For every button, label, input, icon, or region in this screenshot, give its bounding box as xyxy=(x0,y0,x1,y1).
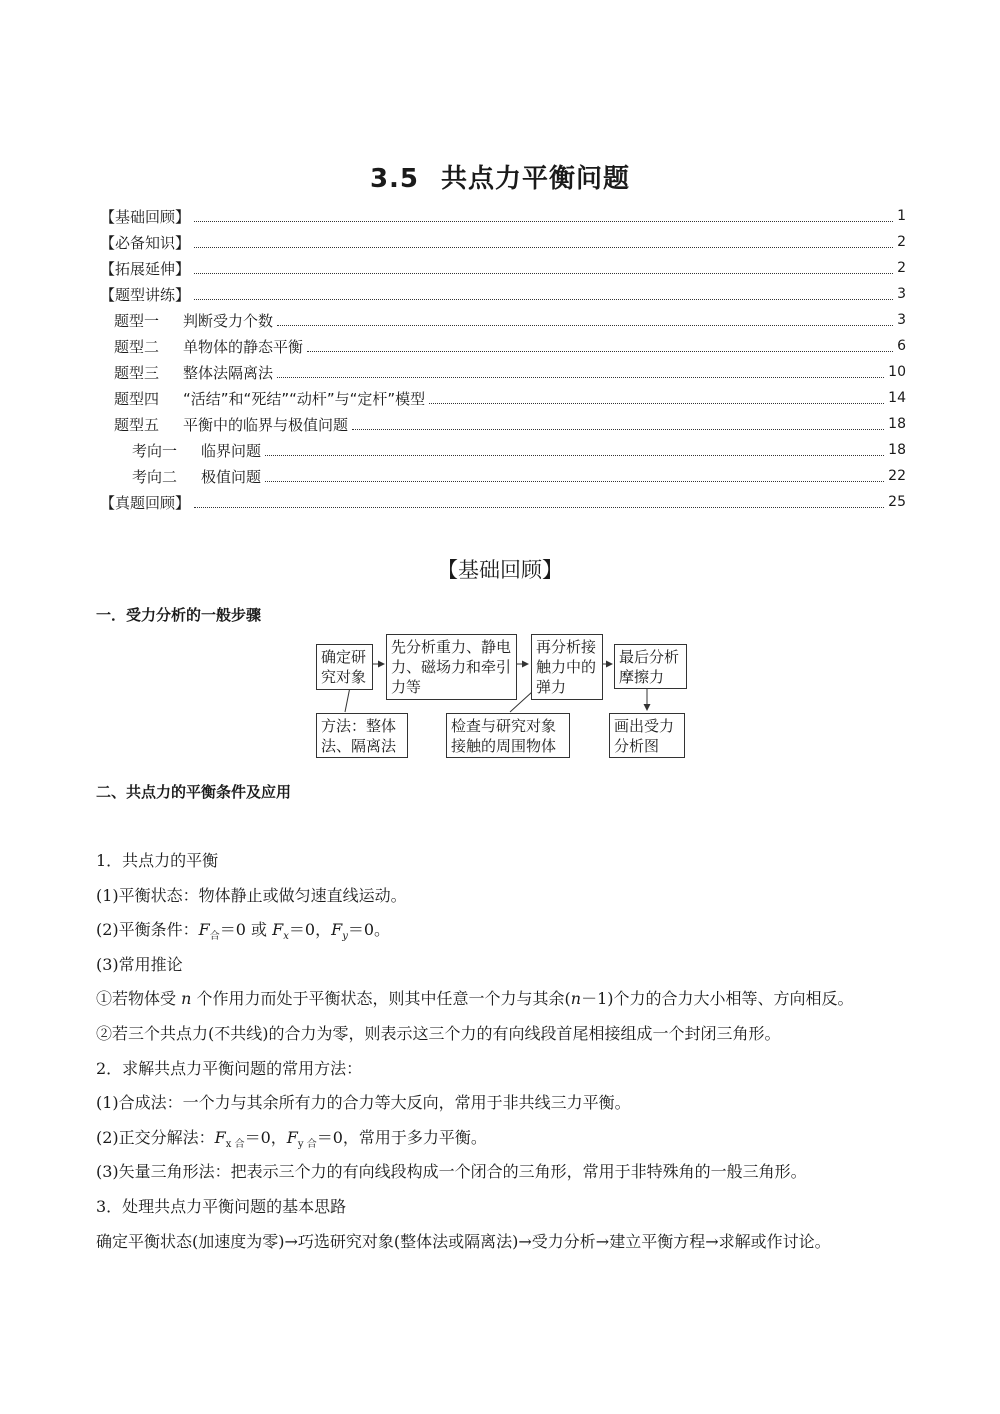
toc-row[interactable]: 【必备知识】 2 xyxy=(100,233,906,252)
flow-box-draw-diagram: 画出受力分析图 xyxy=(609,713,685,758)
toc-row[interactable]: 题型五 平衡中的临界与极值问题 18 xyxy=(114,415,906,434)
flow-box-method: 方法：整体法、隔离法 xyxy=(316,713,408,758)
toc-row[interactable]: 题型三 整体法隔离法 10 xyxy=(114,363,906,382)
toc-row[interactable]: 【真题回顾】 25 xyxy=(100,493,906,512)
section-heading: 【基础回顾】 xyxy=(437,558,563,582)
text-line: 1．共点力的平衡 xyxy=(96,851,219,870)
toc-row[interactable]: 考向一 临界问题 18 xyxy=(132,441,906,460)
text-line: (1)合成法：一个力与其余所有力的合力等大反向，常用于非共线三力平衡。 xyxy=(96,1093,631,1113)
table-of-contents xyxy=(100,203,906,515)
flow-box-analyze-gravity: 先分析重力、静电力、磁场力和牵引力等 xyxy=(386,634,517,700)
text-line: (3)矢量三角形法：把表示三个力的有向线段构成一个闭合的三角形，常用于非特殊角的一般三角形。 xyxy=(96,1162,807,1182)
title-text: 共点力平衡问题 xyxy=(441,164,631,194)
subsection-heading: 二、共点力的平衡条件及应用 xyxy=(96,783,292,801)
toc-row[interactable]: 题型四 “活结”和“死结”“动杆”与“定杆”模型 14 xyxy=(114,389,906,408)
toc-row[interactable]: 题型一 判断受力个数 3 xyxy=(114,311,906,330)
toc-row[interactable]: 【拓展延伸】 2 xyxy=(100,259,906,278)
text-line: ①若物体受 n 个作用力而处于平衡状态，则其中任意一个力与其余(n－1)个力的合力大小相等、方向相反。 xyxy=(96,989,854,1009)
toc-row[interactable]: 【基础回顾】 1 xyxy=(100,207,906,226)
text-line: 确定平衡状态(加速度为零)→巧选研究对象(整体法或隔离法)→受力分析→建立平衡方程→求解或作讨论。 xyxy=(96,1231,831,1251)
text-line: (2)正交分解法：$F_{x 合}=0$，$F_{y 合}=0$，常用于多力平衡。 xyxy=(96,1127,487,1150)
toc-row[interactable]: 考向二 极值问题 22 xyxy=(132,467,906,486)
text-line: 2．求解共点力平衡问题的常用方法： xyxy=(96,1058,363,1078)
toc-row[interactable]: 【题型讲练】 3 xyxy=(100,285,906,304)
text-line: (2)平衡条件：$F_合=0$ 或 $F_x=0$，$F_y=0$。 xyxy=(96,920,391,943)
page-title xyxy=(0,158,1000,195)
toc-row[interactable]: 题型二 单物体的静态平衡 6 xyxy=(114,337,906,356)
text-line: 3．处理共点力平衡问题的基本思路 xyxy=(96,1196,347,1216)
flow-box-analyze-elastic: 再分析接触力中的弹力 xyxy=(531,634,603,700)
flow-box-research-object: 确定研究对象 xyxy=(316,644,373,690)
subsection-heading: 一．受力分析的一般步骤 xyxy=(96,606,262,624)
text-line: ②若三个共点力(不共线)的合力为零，则表示这三个力的有向线段首尾相接组成一个封闭三角形。 xyxy=(96,1023,781,1043)
body-text xyxy=(96,846,916,1261)
text-line: (3)常用推论 xyxy=(96,954,183,974)
flow-box-check-surroundings: 检查与研究对象接触的周围物体 xyxy=(446,713,570,758)
title-number: 3.5 xyxy=(369,164,420,194)
text-line: (1)平衡状态：物体静止或做匀速直线运动。 xyxy=(96,885,407,905)
flow-box-analyze-friction: 最后分析摩擦力 xyxy=(614,644,687,689)
